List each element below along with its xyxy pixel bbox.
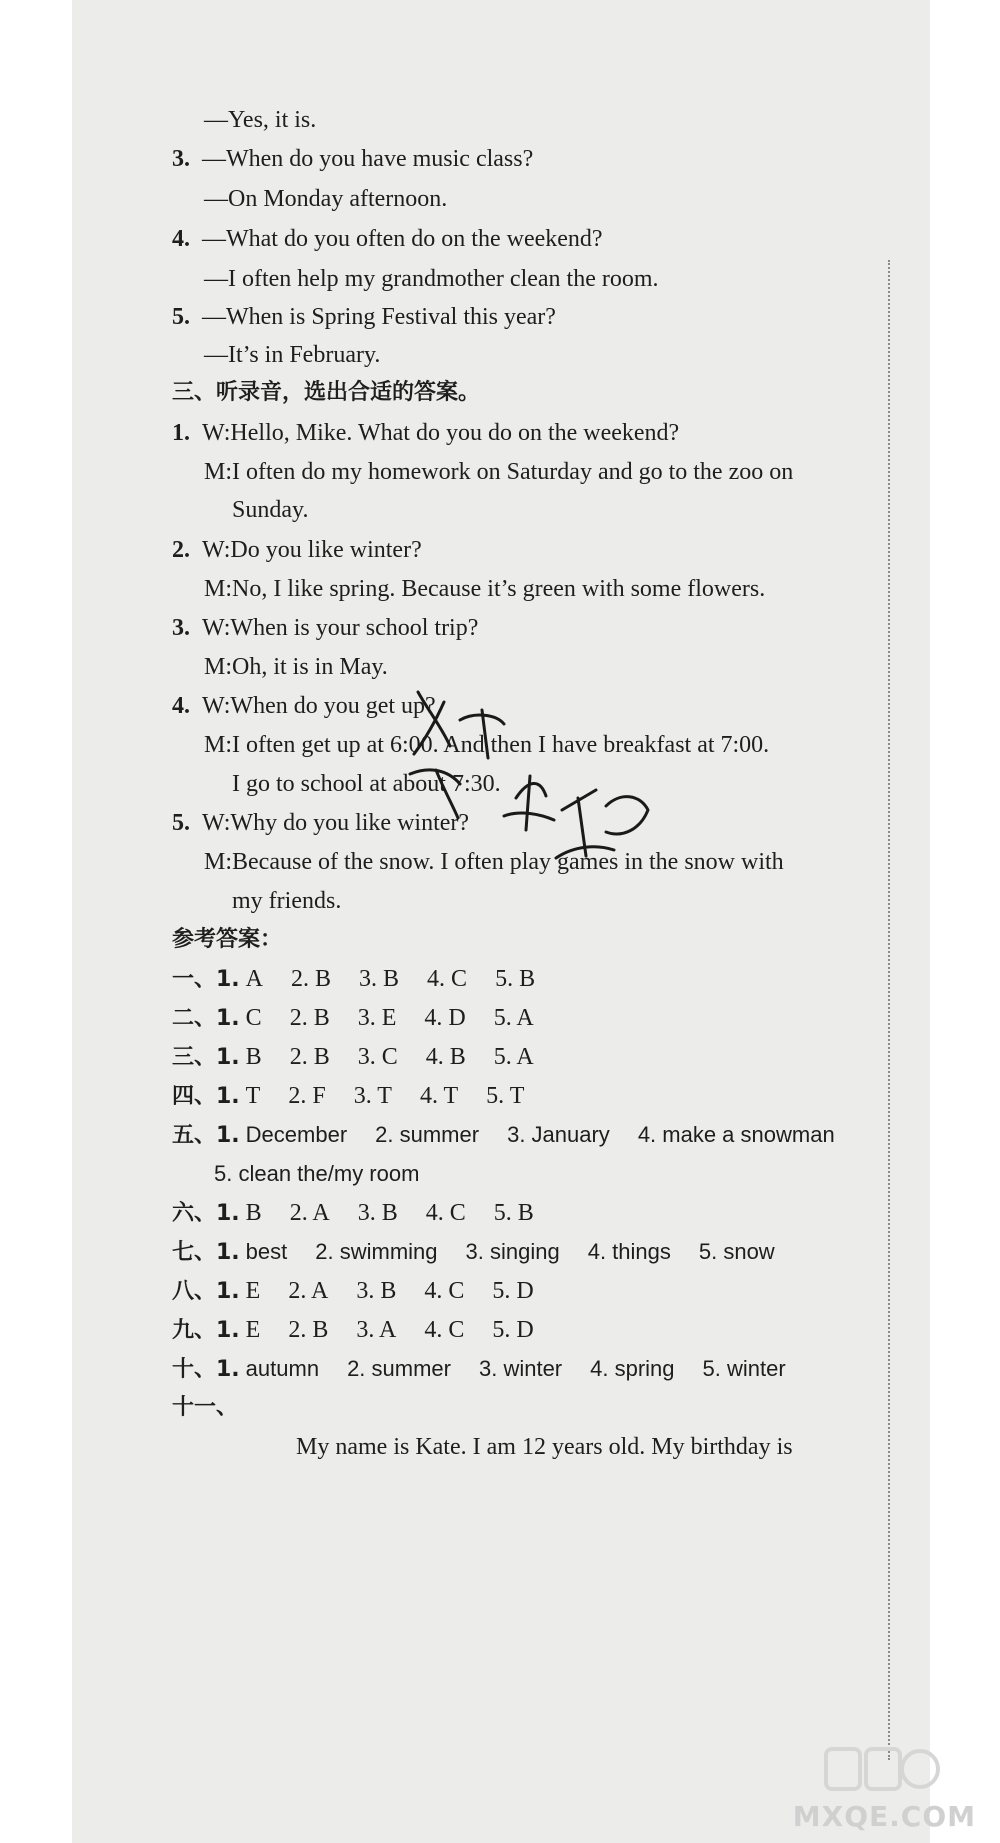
answer-item: 5. snow [698, 1239, 775, 1264]
answer-item: 4. C [424, 1317, 465, 1343]
answer-item: 4. D [424, 1005, 466, 1031]
transcript-line: M:Oh, it is in May. [204, 654, 388, 680]
watermark-logo-icon [822, 1743, 942, 1797]
answer-item: 5. winter [702, 1356, 786, 1381]
answer-item: 2. F [288, 1083, 326, 1109]
item-number: 3. [172, 615, 190, 641]
handwriting-scribble [400, 680, 680, 910]
dialogue-line: —On Monday afternoon. [204, 186, 448, 212]
answer-item: A [245, 966, 264, 992]
answer-item: 5. T [486, 1083, 525, 1109]
watermark-text: MXQE.COM [792, 1800, 976, 1833]
answer-item: 2. summer [375, 1122, 480, 1147]
answer-item: 5. D [492, 1317, 534, 1343]
item-number: 4. [172, 226, 190, 252]
answer-item: 3. B [359, 966, 400, 992]
transcript-line: I go to school at about 7:30. [232, 771, 501, 797]
answer-row-continued [214, 1159, 419, 1189]
dialogue-line: —It’s in February. [204, 342, 381, 368]
dialogue-item-3 [172, 144, 533, 174]
section-heading: 三、听录音，选出合适的答案。 [172, 380, 481, 405]
answer-label: 九、1. [172, 1318, 240, 1343]
answer-item: 2. B [289, 1044, 330, 1070]
dialogue-line: —I often help my grandmother clean the room. [204, 266, 659, 292]
answer-item: 4. things [587, 1239, 671, 1264]
answer-item: 2. swimming [315, 1239, 438, 1264]
answer-item: 2. B [289, 1005, 330, 1031]
dialogue-line: —When is Spring Festival this year? [202, 304, 556, 330]
answer-item: B [245, 1044, 262, 1070]
transcript-line: Sunday. [232, 497, 309, 523]
listening-item-4 [172, 691, 436, 721]
item-number: 1. [172, 420, 190, 446]
listening-item-3 [172, 613, 478, 643]
listening-item-2 [172, 535, 422, 565]
answer-item: 4. C [427, 966, 468, 992]
answer-item: 2. A [289, 1200, 330, 1226]
answer-label: 四、1. [172, 1084, 240, 1109]
answer-label: 一、1. [172, 967, 240, 992]
answer-item: 3. B [357, 1200, 398, 1226]
answer-item: 4. B [425, 1044, 466, 1070]
answer-item: 4. T [419, 1083, 459, 1109]
essay-text: My name is Kate. I am 12 years old. My birthday is [296, 1434, 793, 1460]
answer-item: 2. B [291, 966, 332, 992]
answer-item: 5. A [493, 1005, 534, 1031]
item-number: 4. [172, 693, 190, 719]
answer-item: C [245, 1005, 262, 1031]
answer-row [172, 1042, 534, 1073]
answer-row [172, 1276, 534, 1307]
answer-item: E [245, 1317, 261, 1343]
transcript-line: M:I often get up at 6:00. And then I have breakfast at 7:00. [204, 732, 770, 758]
answer-row [172, 1003, 534, 1034]
fold-line [888, 260, 890, 1760]
transcript-line: M:No, I like spring. Because it’s green with some flowers. [204, 576, 766, 602]
transcript-line: W:When is your school trip? [202, 615, 479, 641]
transcript-line: W:Why do you like winter? [202, 810, 470, 836]
dialogue-line: —What do you often do on the weekend? [202, 226, 603, 252]
answer-label: 七、1. [172, 1240, 240, 1265]
transcript-line: M:I often do my homework on Saturday and go to the zoo on [204, 459, 794, 485]
transcript-line: my friends. [232, 888, 342, 914]
answer-item: 3. B [356, 1278, 397, 1304]
answers-heading: 参考答案： [172, 927, 283, 952]
answer-item: T [245, 1083, 261, 1109]
answer-item: E [245, 1278, 261, 1304]
item-number: 3. [172, 146, 190, 172]
transcript-line: W:When do you get up? [202, 693, 436, 719]
listening-item-1 [172, 418, 679, 448]
answer-item: 3. winter [478, 1356, 563, 1381]
answer-item: 2. A [288, 1278, 329, 1304]
answer-row [172, 1120, 835, 1151]
answer-row [172, 964, 535, 995]
transcript-line: W:Hello, Mike. What do you do on the weekend? [202, 420, 680, 446]
item-number: 5. [172, 810, 190, 836]
dialogue-line: —When do you have music class? [202, 146, 534, 172]
answer-label: 五、1. [172, 1123, 240, 1148]
answer-item: 3. C [357, 1044, 398, 1070]
answer-item: B [245, 1200, 262, 1226]
answer-item: 3. T [353, 1083, 392, 1109]
answer-item: 4. C [424, 1278, 465, 1304]
answer-item: 4. spring [590, 1356, 675, 1381]
answer-row [172, 1081, 524, 1112]
transcript-line: W:Do you like winter? [202, 537, 422, 563]
answer-item: 3. singing [465, 1239, 560, 1264]
answer-item: 5. B [495, 966, 536, 992]
answer-item: best [245, 1239, 288, 1264]
answer-item: autumn [245, 1356, 320, 1381]
answer-item: 3. A [356, 1317, 397, 1343]
answer-item: 5. B [493, 1200, 534, 1226]
answer-row [172, 1198, 534, 1229]
answer-item: 5. A [493, 1044, 534, 1070]
answer-row [172, 1237, 775, 1268]
transcript-line: M:Because of the snow. I often play games in the snow with [204, 849, 784, 875]
answer-row [172, 1315, 534, 1346]
answer-item: 5. D [492, 1278, 534, 1304]
answer-item: 3. E [357, 1005, 397, 1031]
answer-item: 3. January [507, 1122, 610, 1147]
watermark [792, 1743, 982, 1833]
answer-item: 2. B [288, 1317, 329, 1343]
dialogue-item-4 [172, 224, 603, 254]
answer-label: 八、1. [172, 1279, 240, 1304]
answer-item: December [245, 1122, 348, 1147]
answer-row [172, 1354, 786, 1385]
answer-label: 十一、 [172, 1395, 239, 1420]
answer-item: 4. C [425, 1200, 466, 1226]
answer-item: 5. clean the/my room [214, 1161, 420, 1186]
dialogue-item-5 [172, 302, 556, 332]
answer-item: 2. summer [347, 1356, 451, 1381]
answer-label: 十、1. [172, 1357, 240, 1382]
item-number: 2. [172, 537, 190, 563]
item-number: 5. [172, 304, 190, 330]
answer-label: 三、1. [172, 1045, 240, 1070]
answer-label: 二、1. [172, 1006, 240, 1031]
answer-label: 六、1. [172, 1201, 240, 1226]
answer-item: 4. make a snowman [637, 1122, 835, 1147]
dialogue-line: —Yes, it is. [204, 107, 317, 133]
